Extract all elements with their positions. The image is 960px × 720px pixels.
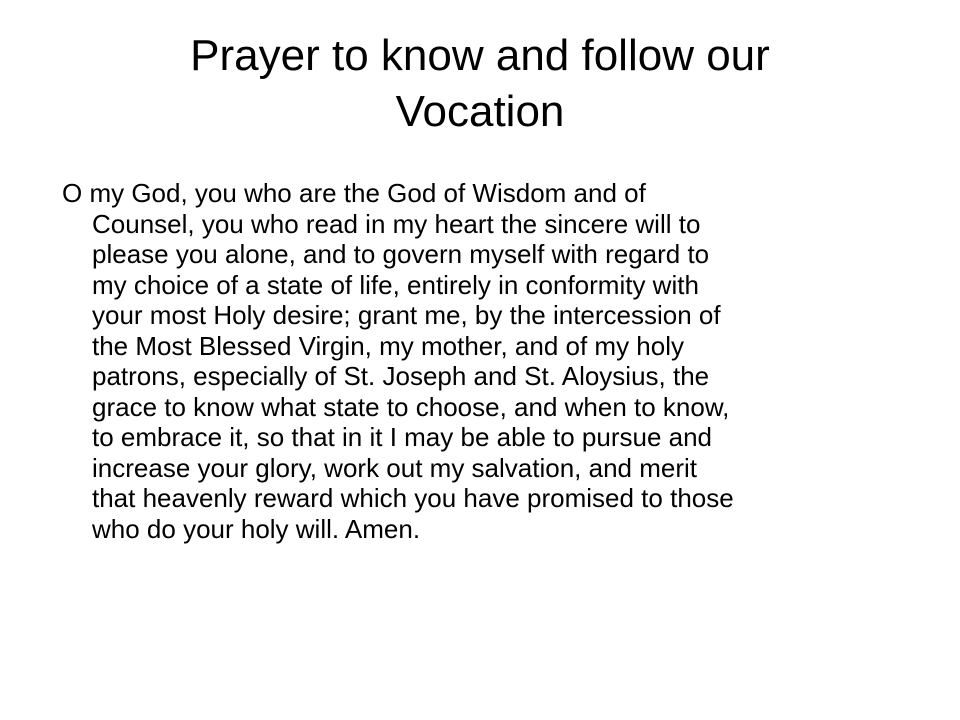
prayer-line: please you alone, and to govern myself with regard to	[92, 239, 710, 269]
prayer-line: the Most Blessed Virgin, my mother, and of my holy	[92, 330, 685, 361]
prayer-line: who do your holy will. Amen.	[92, 513, 421, 544]
prayer-line: my choice of a state of life, entirely in conformity with	[92, 269, 699, 300]
prayer-text	[62, 178, 902, 544]
prayer-line: patrons, especially of St. Joseph and St. Aloysius, the	[92, 361, 710, 391]
title-line: Prayer to know and follow our	[190, 31, 770, 80]
prayer-line: Counsel, you who read in my heart the sincere will to	[92, 208, 701, 239]
prayer-line: your most Holy desire; grant me, by the intercession of	[92, 300, 721, 330]
prayer-line: O my God, you who are the God of Wisdom and of	[62, 178, 646, 208]
title-line: Vocation	[395, 87, 565, 136]
prayer-line: increase your glory, work out my salvation, and merit	[92, 452, 697, 483]
prayer-line: that heavenly reward which you have promised to those	[92, 483, 734, 513]
slide-title	[48, 28, 912, 140]
prayer-line: to embrace it, so that in it I may be able to pursue and	[92, 422, 713, 452]
prayer-line: grace to know what state to choose, and when to know,	[92, 391, 730, 422]
